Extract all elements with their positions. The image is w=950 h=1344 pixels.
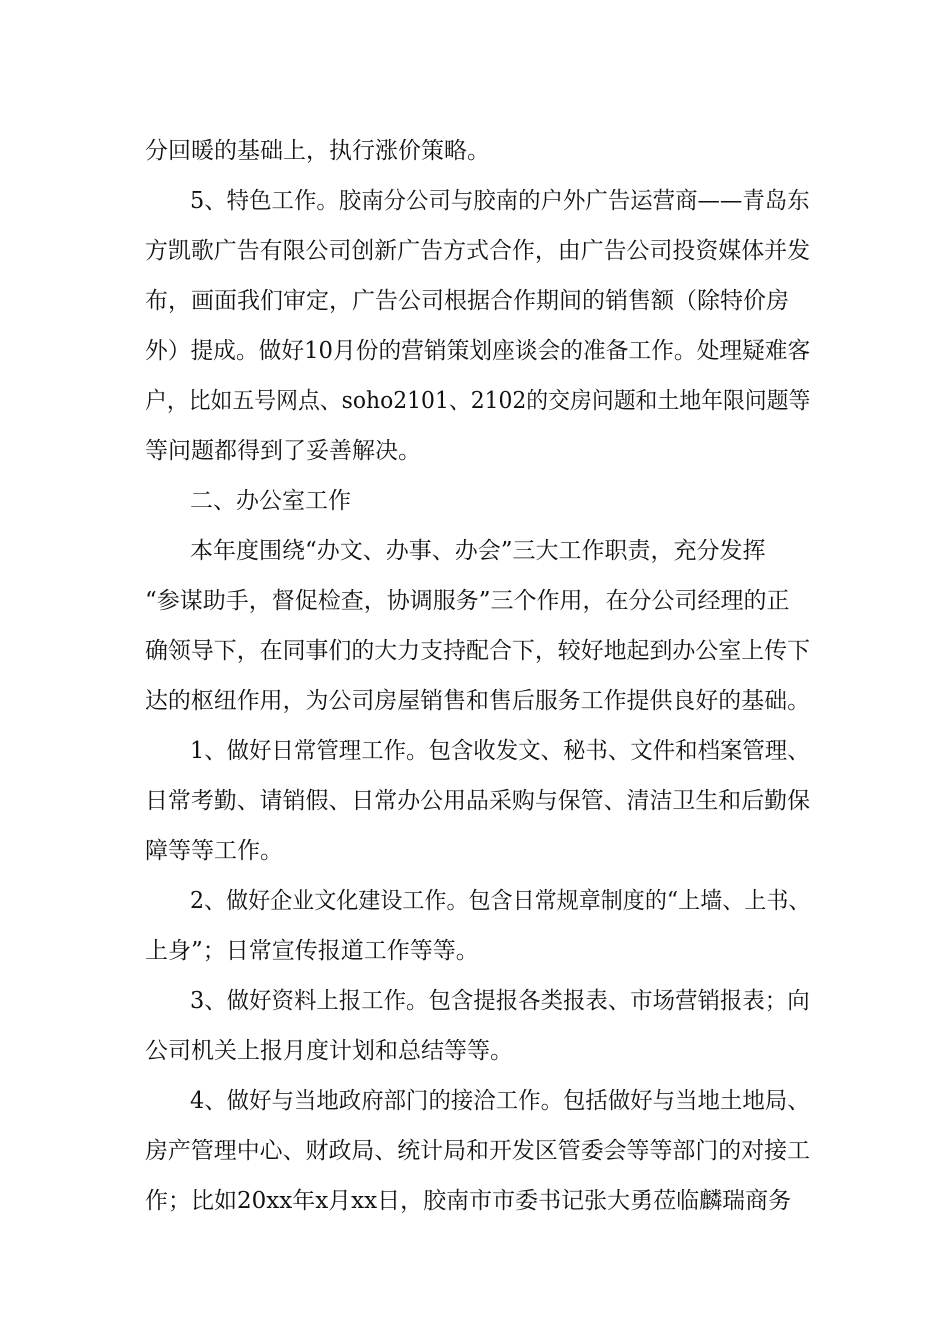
text-line: 4、做好与当地政府部门的接洽工作。包括做好与当地土地局、 (190, 1088, 810, 1114)
text-line: 作；比如20xx年x月xx日，胶南市市委书记张大勇莅临麟瑞商务 (145, 1188, 792, 1214)
text-line: 公司机关上报月度计划和总结等等。 (145, 1038, 513, 1064)
text-line: 5、特色工作。胶南分公司与胶南的户外广告运营商——青岛东 (190, 188, 810, 214)
text-line: 等问题都得到了妥善解决。 (145, 438, 421, 464)
text-line: 确领导下，在同事们的大力支持配合下，较好地起到办公室上传下 (145, 638, 810, 664)
text-line: 达的枢纽作用，为公司房屋销售和售后服务工作提供良好的基础。 (145, 688, 810, 714)
text-line: 3、做好资料上报工作。包含提报各类报表、市场营销报表；向 (190, 988, 810, 1014)
section-heading: 二、办公室工作 (190, 488, 351, 514)
text-line: 分回暖的基础上，执行涨价策略。 (145, 138, 490, 164)
text-line: 户，比如五号网点、soho2101、2102的交房问题和土地年限问题等 (145, 388, 811, 414)
text-line: 本年度围绕“办文、办事、办会”三大工作职责，充分发挥 (190, 538, 766, 564)
text-line: 布，画面我们审定，广告公司根据合作期间的销售额（除特价房 (145, 288, 789, 314)
text-line: 2、做好企业文化建设工作。包含日常规章制度的“上墙、上书、 (190, 888, 811, 914)
text-line: 日常考勤、请销假、日常办公用品采购与保管、清洁卫生和后勤保 (145, 788, 810, 814)
text-line: “参谋助手，督促检查，协调服务”三个作用，在分公司经理的正 (145, 588, 790, 614)
text-line: 1、做好日常管理工作。包含收发文、秘书、文件和档案管理、 (190, 738, 810, 764)
text-line: 障等等工作。 (145, 838, 283, 864)
text-line: 上身”；日常宣传报道工作等等。 (145, 938, 479, 964)
text-line: 房产管理中心、财政局、统计局和开发区管委会等等部门的对接工 (145, 1138, 810, 1164)
text-line: 方凯歌广告有限公司创新广告方式合作，由广告公司投资媒体并发 (145, 238, 810, 264)
text-line: 外）提成。做好10月份的营销策划座谈会的准备工作。处理疑难客 (145, 338, 811, 364)
